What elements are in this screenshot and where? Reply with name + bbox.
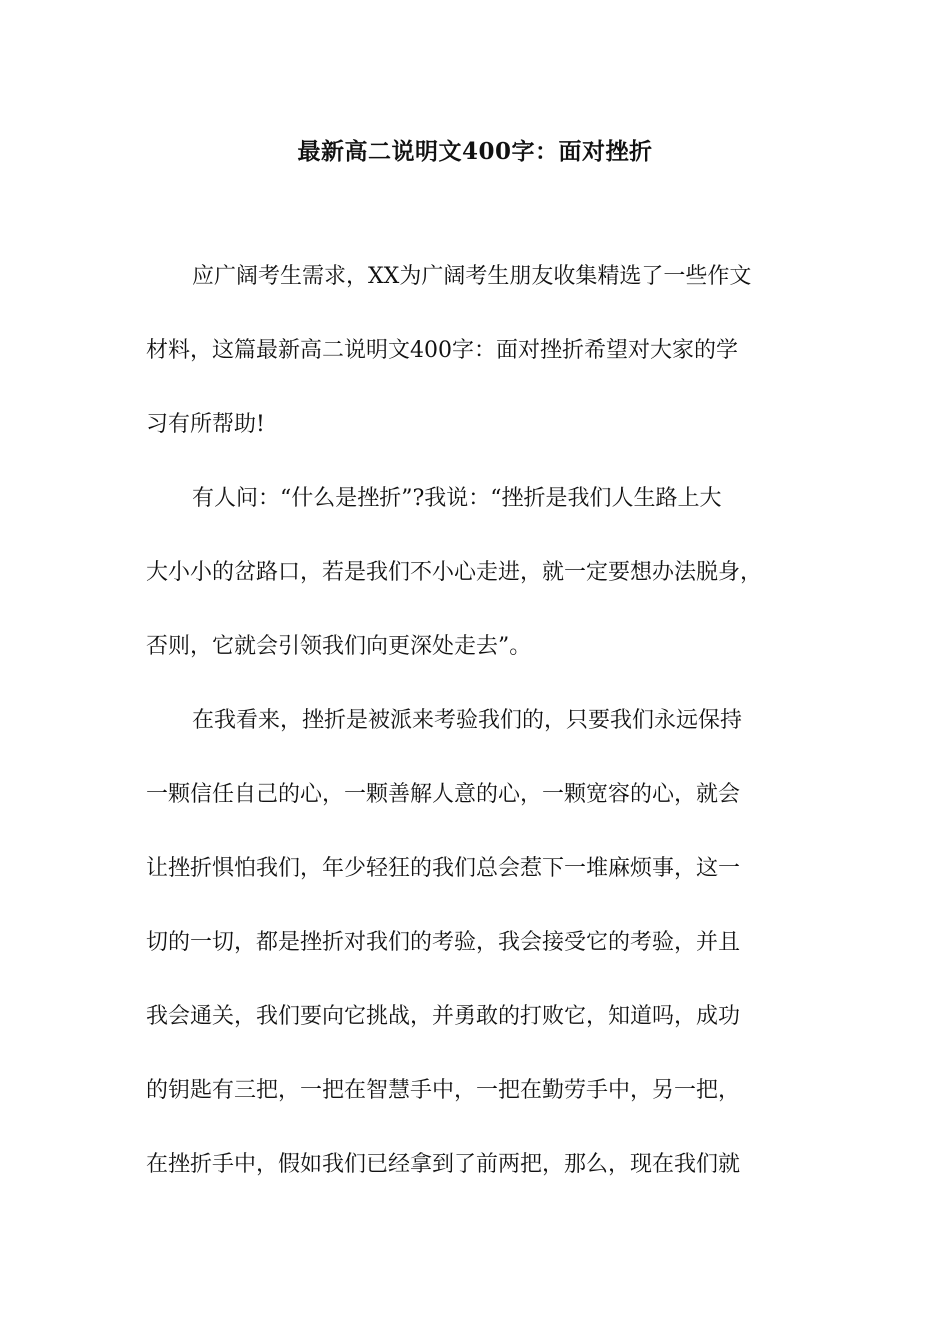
paragraph-line: 在我看来，挫折是被派来考验我们的，只要我们永远保持: [192, 708, 743, 733]
paragraph-3: [146, 706, 826, 1224]
paragraph-line: 大小小的岔路口，若是我们不小心走进，就一定要想办法脱身，: [146, 560, 763, 585]
paragraph-line: 材料，这篇最新高二说明文400字：面对挫折希望对大家的学: [146, 338, 738, 363]
paragraph-line: 切的一切，都是挫折对我们的考验，我会接受它的考验，并且: [146, 930, 741, 955]
document-title: 最新高二说明文400字：面对挫折: [297, 138, 653, 165]
paragraph-line: 有人问：“什么是挫折”?我说：“挫折是我们人生路上大: [192, 486, 722, 511]
paragraph-line: 否则，它就会引领我们向更深处走去”。: [146, 634, 532, 659]
paragraph-line: 习有所帮助!: [146, 412, 265, 437]
paragraph-line: 在挫折手中，假如我们已经拿到了前两把，那么，现在我们就: [146, 1152, 741, 1177]
paragraph-line: 的钥匙有三把，一把在智慧手中，一把在勤劳手中，另一把，: [146, 1078, 741, 1103]
paragraph-line: 我会通关，我们要向它挑战，并勇敢的打败它，知道吗，成功: [146, 1004, 741, 1029]
paragraph-line: 应广阔考生需求，XX为广阔考生朋友收集精选了一些作文: [192, 264, 752, 289]
paragraph-line: 一颗信任自己的心，一颗善解人意的心，一颗宽容的心，就会: [146, 782, 741, 807]
paragraph-1: [146, 262, 826, 484]
paragraph-2: [146, 484, 826, 706]
paragraph-line: 让挫折惧怕我们，年少轻狂的我们总会惹下一堆麻烦事，这一: [146, 856, 741, 881]
